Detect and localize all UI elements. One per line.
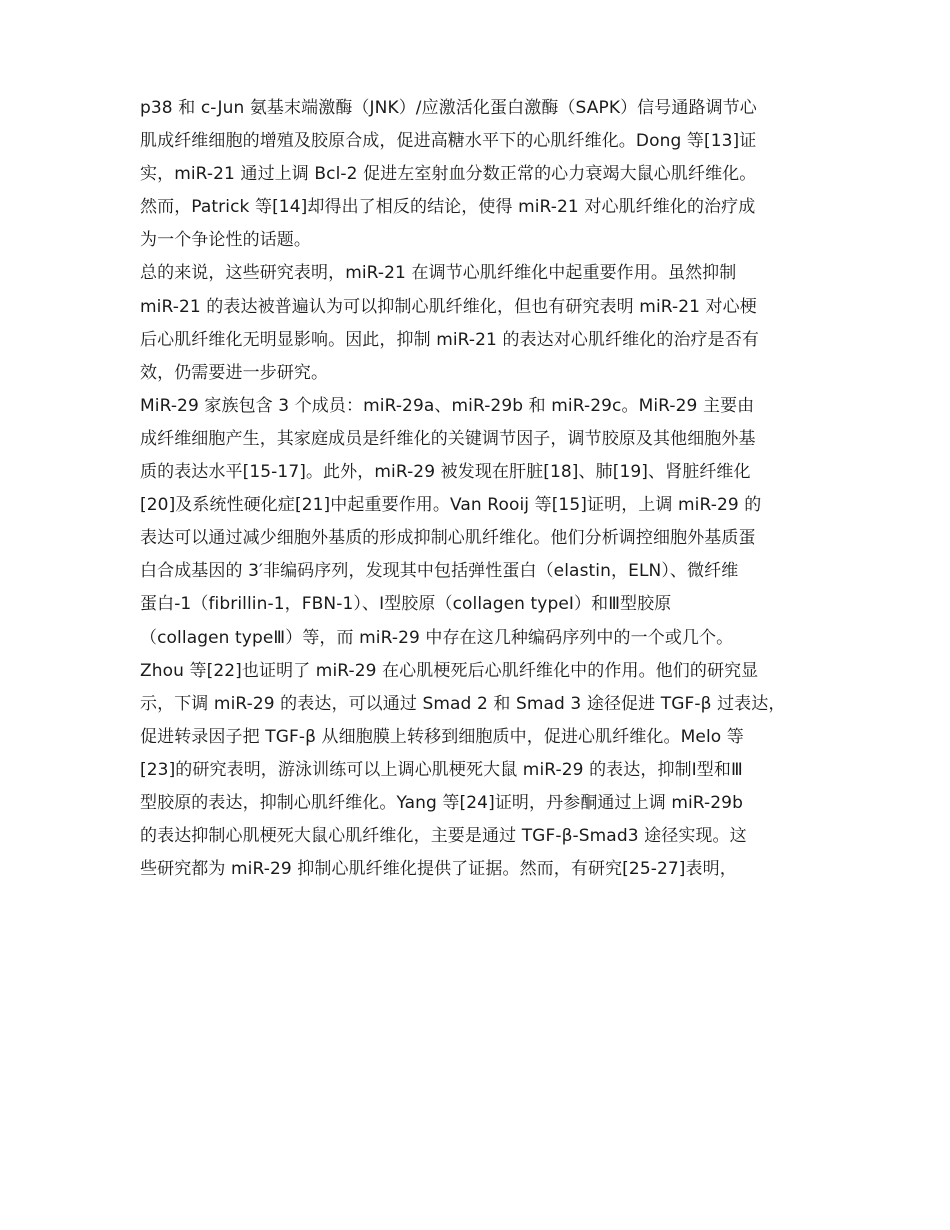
text-line: 白合成基因的 3′非编码序列，发现其中包括弹性蛋白（elastin，ELN）、微纤维 xyxy=(140,561,739,582)
text-line: 表达可以通过减少细胞外基质的形成抑制心肌纤维化。他们分析调控细胞外基质蛋 xyxy=(140,528,756,549)
text-line: 成纤维细胞产生，其家庭成员是纤维化的关键调节因子，调节胶原及其他细胞外基 xyxy=(140,428,756,449)
text-line: [23]的研究表明，游泳训练可以上调心肌梗死大鼠 miR-29 的表达，抑制Ⅰ型和Ⅲ xyxy=(140,759,743,780)
text-line: 示，下调 miR-29 的表达，可以通过 Smad 2 和 Smad 3 途径促进 TGF-β 过表达， xyxy=(140,693,786,714)
text-line: 的表达抑制心肌梗死大鼠心肌纤维化，主要是通过 TGF-β-Smad3 途径实现。这 xyxy=(140,826,747,847)
text-line: 促进转录因子把 TGF-β 从细胞膜上转移到细胞质中，促进心肌纤维化。Melo 等 xyxy=(140,726,744,747)
text-line: 实，miR-21 通过上调 Bcl-2 促进左室射血分数正常的心力衰竭大鼠心肌纤维化。 xyxy=(140,164,757,185)
text-line: 效，仍需要进一步研究。 xyxy=(140,362,329,383)
text-line: 质的表达水平[15-17]。此外，miR-29 被发现在肝脏[18]、肺[19]、肾脏纤维化 xyxy=(140,462,751,483)
text-line: Zhou 等[22]也证明了 miR-29 在心肌梗死后心肌纤维化中的作用。他们的研究显 xyxy=(140,660,759,681)
text-line: 蛋白-1（fibrillin-1，FBN-1）、Ⅰ型胶原（collagen typeⅠ）和Ⅲ型胶原 xyxy=(140,594,672,615)
text-line: 然而，Patrick 等[14]却得出了相反的结论，使得 miR-21 对心肌纤维化的治疗成 xyxy=(140,197,756,218)
text-line: 些研究都为 miR-29 抑制心肌纤维化提供了证据。然而，有研究[25-27]表明， xyxy=(140,859,737,880)
text-line: 型胶原的表达，抑制心肌纤维化。Yang 等[24]证明，丹参酮通过上调 miR-29b xyxy=(140,792,743,813)
text-line: MiR-29 家族包含 3 个成员：miR-29a、miR-29b 和 miR-29c。MiR-29 主要由 xyxy=(140,395,755,416)
text-line: [20]及系统性硬化症[21]中起重要作用。Van Rooij 等[15]证明，上调 miR-29 的 xyxy=(140,495,762,516)
text-line: 总的来说，这些研究表明，miR-21 在调节心肌纤维化中起重要作用。虽然抑制 xyxy=(140,263,737,284)
body-text xyxy=(140,92,840,886)
text-line: 后心肌纤维化无明显影响。因此，抑制 miR-21 的表达对心肌纤维化的治疗是否有 xyxy=(140,329,759,350)
text-line: miR-21 的表达被普遍认为可以抑制心肌纤维化，但也有研究表明 miR-21 对心梗 xyxy=(140,296,757,317)
text-line: 肌成纤维细胞的增殖及胶原合成，促进高糖水平下的心肌纤维化。Dong 等[13]证 xyxy=(140,131,757,152)
text-line: （collagen typeⅢ）等，而 miR-29 中存在这几种编码序列中的一个或几个。 xyxy=(140,627,734,648)
text-line: p38 和 c-Jun 氨基末端激酶（JNK）/应激活化蛋白激酶（SAPK）信号通路调节心 xyxy=(140,98,757,118)
text-line: 为一个争论性的话题。 xyxy=(140,230,311,251)
